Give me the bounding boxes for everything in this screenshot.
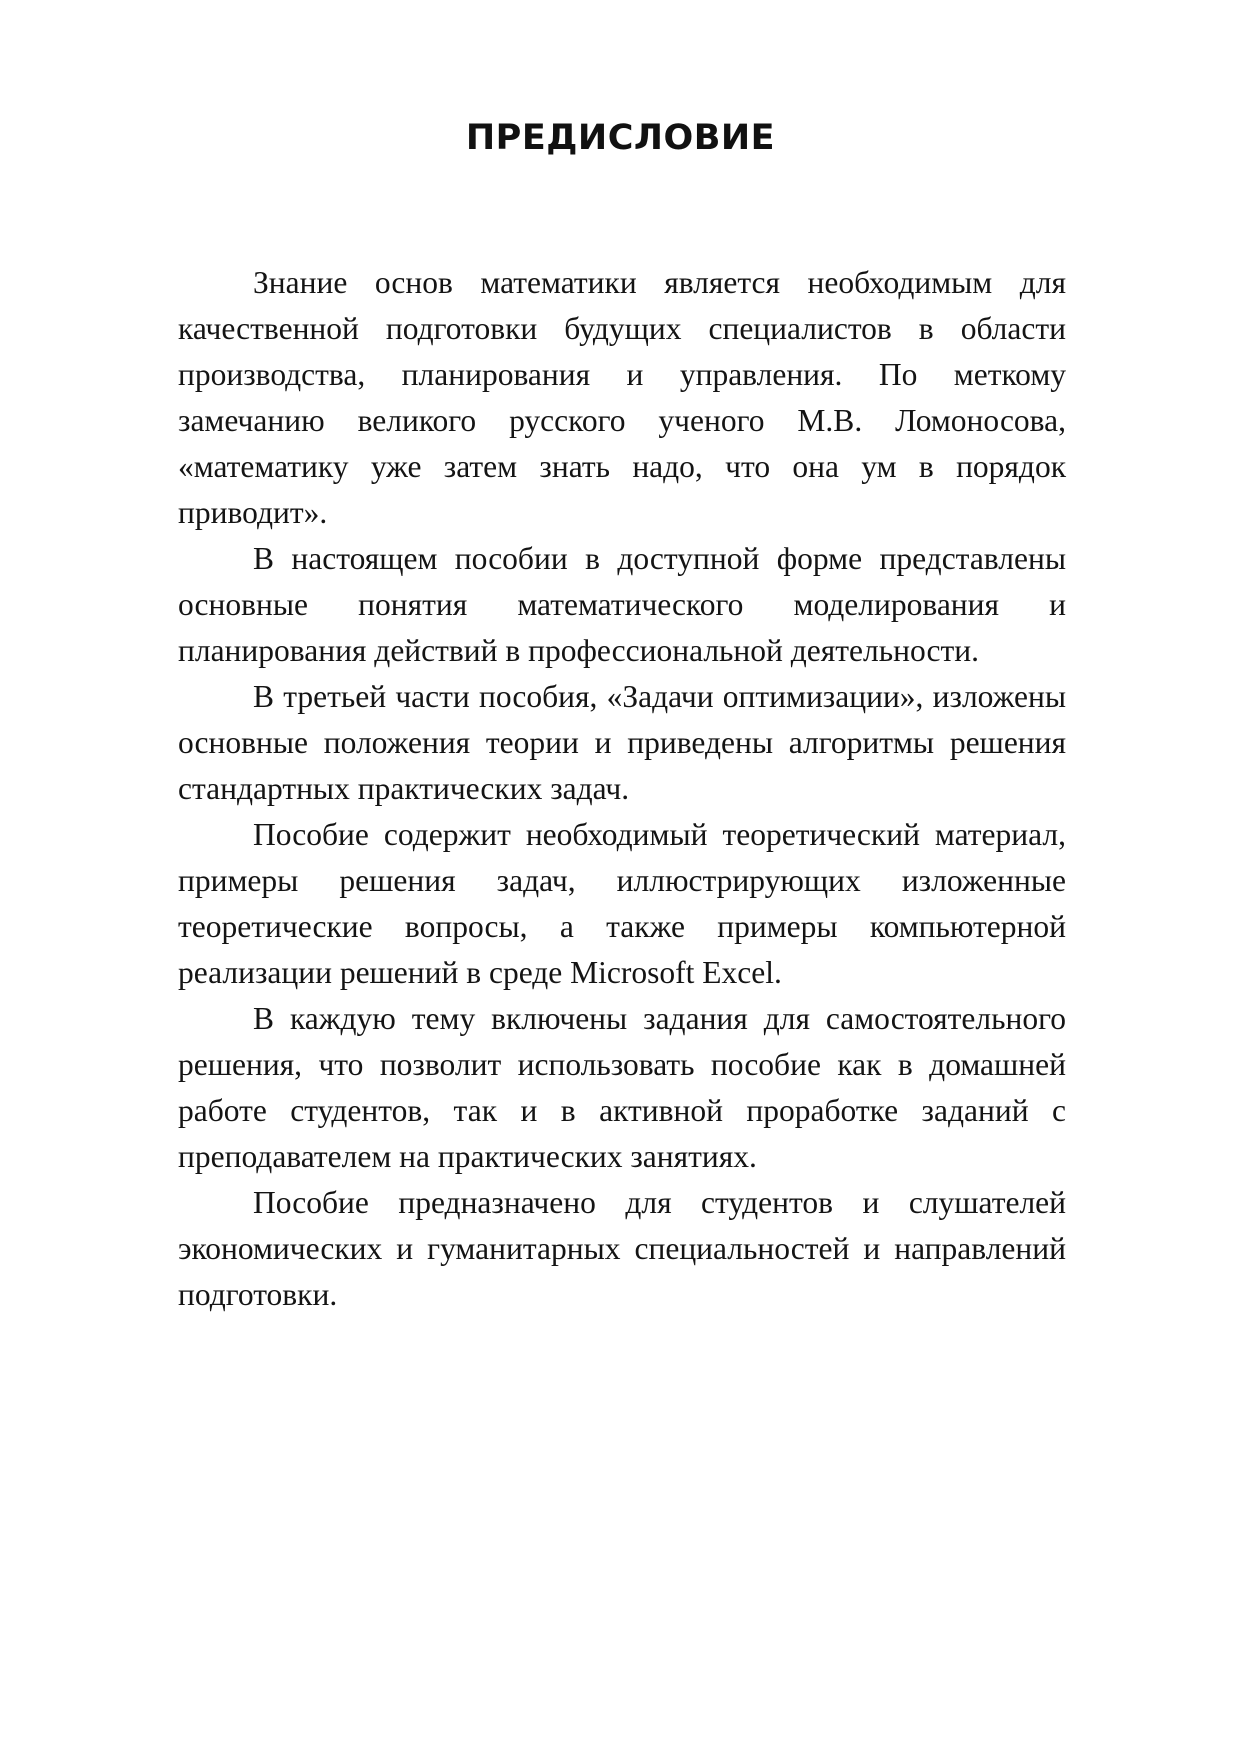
paragraph-1: Знание основ математики является необходимым для качественной подготовки будущих специалистов в области производства, планирования и управления. По меткому замечанию великого русского ученого М.В. Ломоносова, «математику уже затем знать надо, что она ум в порядок приводит». [178,265,1066,530]
preface-body [178,260,1066,1318]
page-title: ПРЕДИСЛОВИЕ [465,118,776,158]
paragraph-5: В каждую тему включены задания для самостоятельного решения, что позволит использовать пособие как в домашней работе студентов, так и в активной проработке заданий с преподавателем на практических занятиях. [178,1001,1066,1174]
paragraph-2: В настоящем пособии в доступной форме представлены основные понятия математического моделирования и планирования действий в профессиональной деятельности. [178,541,1066,668]
paragraph-3: В третьей части пособия, «Задачи оптимизации», изложены основные положения теории и приведены алгоритмы решения стандартных практических задач. [178,679,1066,806]
paragraph-4: Пособие содержит необходимый теоретический материал, примеры решения задач, иллюстрирующих изложенные теоретические вопросы, а также примеры компьютерной реализации решений в среде Microsoft Excel. [178,817,1066,990]
paragraph-6: Пособие предназначено для студентов и слушателей экономических и гуманитарных специальностей и направлений подготовки. [178,1185,1066,1312]
